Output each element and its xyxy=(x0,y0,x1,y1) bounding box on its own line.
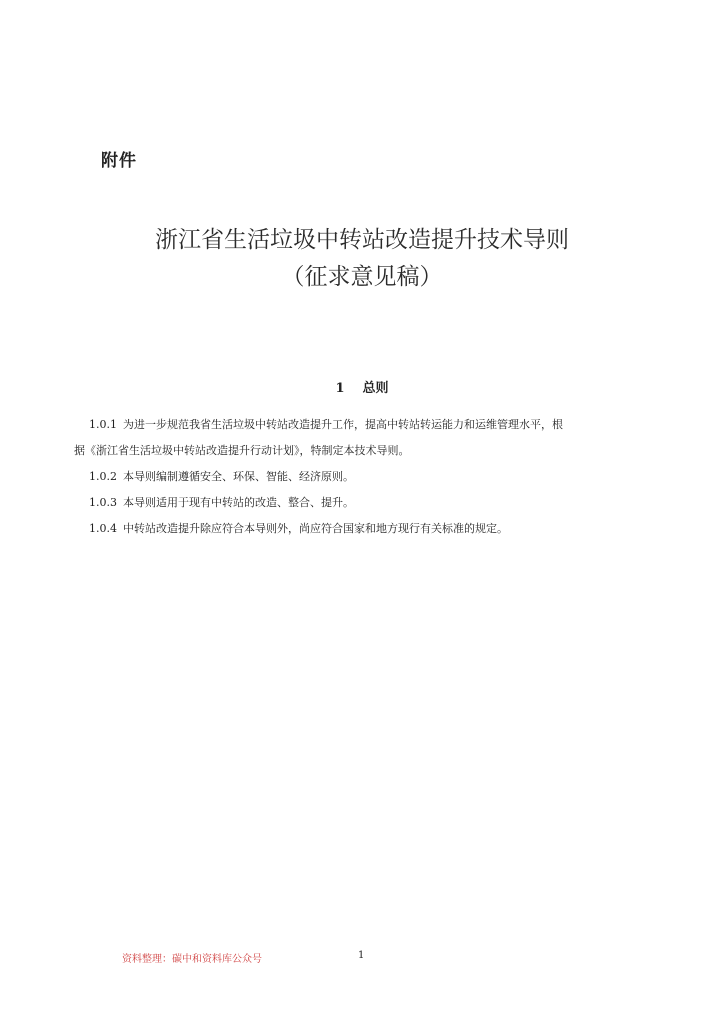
clause-1-0-4 xyxy=(89,516,637,542)
clause-number: 1.0.2 xyxy=(89,470,117,483)
clause-text: 中转站改造提升除应符合本导则外，尚应符合国家和地方现行有关标准的规定。 xyxy=(123,522,508,535)
footer-source-note: 资料整理：碳中和资料库公众号 xyxy=(122,954,262,965)
clause-number: 1.0.3 xyxy=(89,496,117,509)
clause-list xyxy=(74,412,637,542)
clause-1-0-1 xyxy=(74,412,637,464)
clause-1-0-3 xyxy=(89,490,637,516)
section-heading xyxy=(0,377,724,396)
clause-text: 本导则编制遵循安全、环保、智能、经济原则。 xyxy=(123,470,354,483)
clause-text-continuation: 据《浙江省生活垃圾中转站改造提升行动计划》，特制定本技术导则。 xyxy=(74,444,410,457)
section-title: 总则 xyxy=(362,381,389,396)
clause-text: 本导则适用于现有中转站的改造、整合、提升。 xyxy=(123,496,354,509)
clause-number: 1.0.4 xyxy=(89,522,117,535)
section-number: 1 xyxy=(335,381,345,396)
clause-1-0-2 xyxy=(89,464,637,490)
document-subtitle: （征求意见稿） xyxy=(281,264,443,290)
page-number: 1 xyxy=(358,950,365,961)
document-title: 浙江省生活垃圾中转站改造提升技术导则 xyxy=(155,227,569,253)
clause-number: 1.0.1 xyxy=(89,418,117,431)
clause-text: 为进一步规范我省生活垃圾中转站改造提升工作，提高中转站转运能力和运维管理水平，根 xyxy=(123,418,563,431)
attachment-label: 附件 xyxy=(101,151,137,171)
